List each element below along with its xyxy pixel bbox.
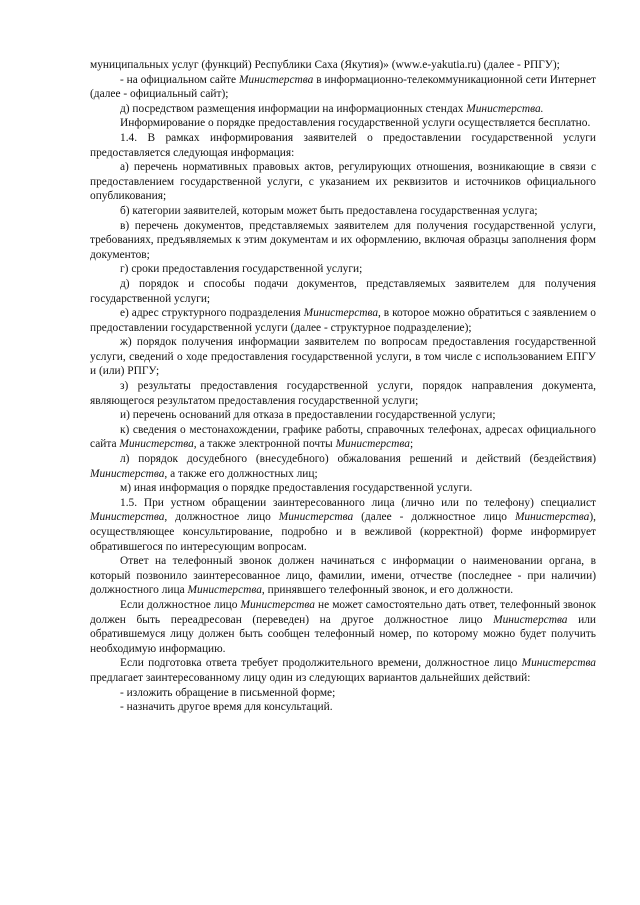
italic-text: Министерства xyxy=(278,511,354,524)
paragraph xyxy=(90,116,596,131)
paragraph xyxy=(90,219,596,263)
text-run: в информационно-телекоммуникационной сети Интернет (далее - официальный сайт); xyxy=(90,73,596,101)
text-run: - изложить обращение в письменной форме; xyxy=(120,686,336,699)
text-run: - назначить другое время для консультаций. xyxy=(120,701,333,714)
text-run: или обратившемуся лицу должен быть сообщен телефонный номер, по которому можно будет получить необходимую информацию. xyxy=(90,613,596,655)
text-run: Ответ на телефонный звонок должен начинаться с информации о наименовании органа, в который позвонило заинтересованное лицо, фамилии, имени, отчестве (последнее - при наличии) должностного лица xyxy=(90,555,596,597)
italic-text: Министерства xyxy=(90,511,165,524)
text-run: , в которое можно обратиться с заявлением о предоставлении государственной услуги (далее - структурное подразделение); xyxy=(90,307,596,334)
text-run: ж) порядок получения информации заявителем по вопросам предоставления государственной услуги, сведений о ходе предоставления государственной услуги, в том числе с использованием ЕПГУ и (или) РПГУ; xyxy=(90,336,596,378)
text-run: д) посредством размещения информации на информационных стендах xyxy=(120,102,467,115)
paragraph xyxy=(90,452,596,481)
paragraph xyxy=(90,58,596,73)
text-run: (далее - должностное лицо xyxy=(353,511,515,524)
paragraph xyxy=(90,262,596,277)
italic-text: Министерства xyxy=(335,438,410,451)
italic-text: Министерства xyxy=(90,467,165,480)
text-run: - на официальном сайте xyxy=(120,73,239,86)
text-run: к) сведения о местонахождении, графике работы, справочных телефонах, адресах официального сайта xyxy=(90,423,596,451)
italic-text: Министерства xyxy=(119,438,194,451)
text-run: не может самостоятельно дать ответ, телефонный звонок должен быть переадресован (переведен) на другое должностное лицо xyxy=(90,598,596,626)
paragraph xyxy=(90,102,596,117)
paragraph xyxy=(90,160,596,204)
italic-text: Министерства xyxy=(238,73,314,86)
bullet-item xyxy=(90,686,596,701)
document-page xyxy=(90,58,596,715)
paragraph xyxy=(90,408,596,423)
text-run: , а также электронной почты xyxy=(193,438,336,451)
text-run: л) порядок досудебного (внесудебного) обжалования решений и действий (бездействия) xyxy=(120,453,596,466)
paragraph xyxy=(90,335,596,379)
text-run: , принявшего телефонный звонок, и его должности. xyxy=(261,584,514,597)
text-run: е) адрес структурного подразделения xyxy=(120,307,304,320)
text-run: б) категории заявителей, которым может быть предоставлена государственная услуга; xyxy=(120,204,538,217)
text-run: и) перечень оснований для отказа в предоставлении государственной услуги; xyxy=(120,409,496,422)
text-run: Если должностное лицо xyxy=(120,598,241,611)
text-run: в) перечень документов, представляемых заявителем для получения государственной услуги, требованиях, предъявляемых к этим документам и их оформлению, включая образцы заполнения форм документов; xyxy=(90,219,596,261)
paragraph xyxy=(90,598,596,656)
text-run: д) порядок и способы подачи документов, представляемых заявителем для получения государственной услуги; xyxy=(90,277,596,305)
text-run: , должностное лицо xyxy=(164,511,279,524)
text-run: предлагает заинтересованному лицу один из следующих вариантов дальнейших действий: xyxy=(90,671,531,684)
paragraph xyxy=(90,204,596,219)
text-run: г) сроки предоставления государственной услуги; xyxy=(120,263,363,276)
text-run: м) иная информация о порядке предоставления государственной услуги. xyxy=(120,482,473,495)
italic-text: Министерства xyxy=(514,511,590,524)
italic-text: Министерства xyxy=(240,598,315,611)
text-run: Если подготовка ответа требует продолжительного времени, должностное лицо xyxy=(120,657,522,670)
paragraph xyxy=(90,277,596,306)
text-run: 1.5. При устном обращении заинтересованного лица (лично или по телефону) специалист xyxy=(120,496,596,509)
paragraph xyxy=(90,496,596,554)
paragraph xyxy=(90,554,596,598)
text-run: з) результаты предоставления государственной услуги, порядок направления документа, являющегося результатом предоставления государственной услуги; xyxy=(90,380,596,407)
paragraph xyxy=(90,73,596,102)
paragraph xyxy=(90,423,596,452)
text-run: муниципальных услуг (функций) Республики Саха (Якутия)» (www.e-yakutia.ru) (далее - РПГУ); xyxy=(90,59,560,71)
paragraph xyxy=(90,379,596,408)
italic-text: Министерства. xyxy=(466,102,544,115)
bullet-item xyxy=(90,700,596,715)
italic-text: Министерства xyxy=(493,613,568,626)
italic-text: Министерства xyxy=(303,307,379,320)
text-run: Информирование о порядке предоставления государственной услуги осуществляется бесплатно. xyxy=(120,117,591,130)
text-run: а) перечень нормативных правовых актов, регулирующих отношения, возникающие в связи с предоставлением государственной услуги, с указанием их реквизитов и источников официального опубликования; xyxy=(90,161,596,203)
text-run: ), осуществляющее консультирование, подробно и в вежливой (корректной) форме информирует обратившегося по интересующим вопросам. xyxy=(90,511,596,553)
italic-text: Министерства xyxy=(521,657,596,670)
paragraph xyxy=(90,131,596,160)
paragraph xyxy=(90,306,596,335)
text-run: ; xyxy=(409,438,414,451)
paragraph xyxy=(90,656,596,685)
text-run: , а также его должностных лиц; xyxy=(164,467,318,480)
text-run: 1.4. В рамках информирования заявителей о предоставлении государственной услуги предоставляется следующая информация: xyxy=(90,131,596,159)
paragraph xyxy=(90,481,596,496)
italic-text: Министерства xyxy=(187,584,262,597)
